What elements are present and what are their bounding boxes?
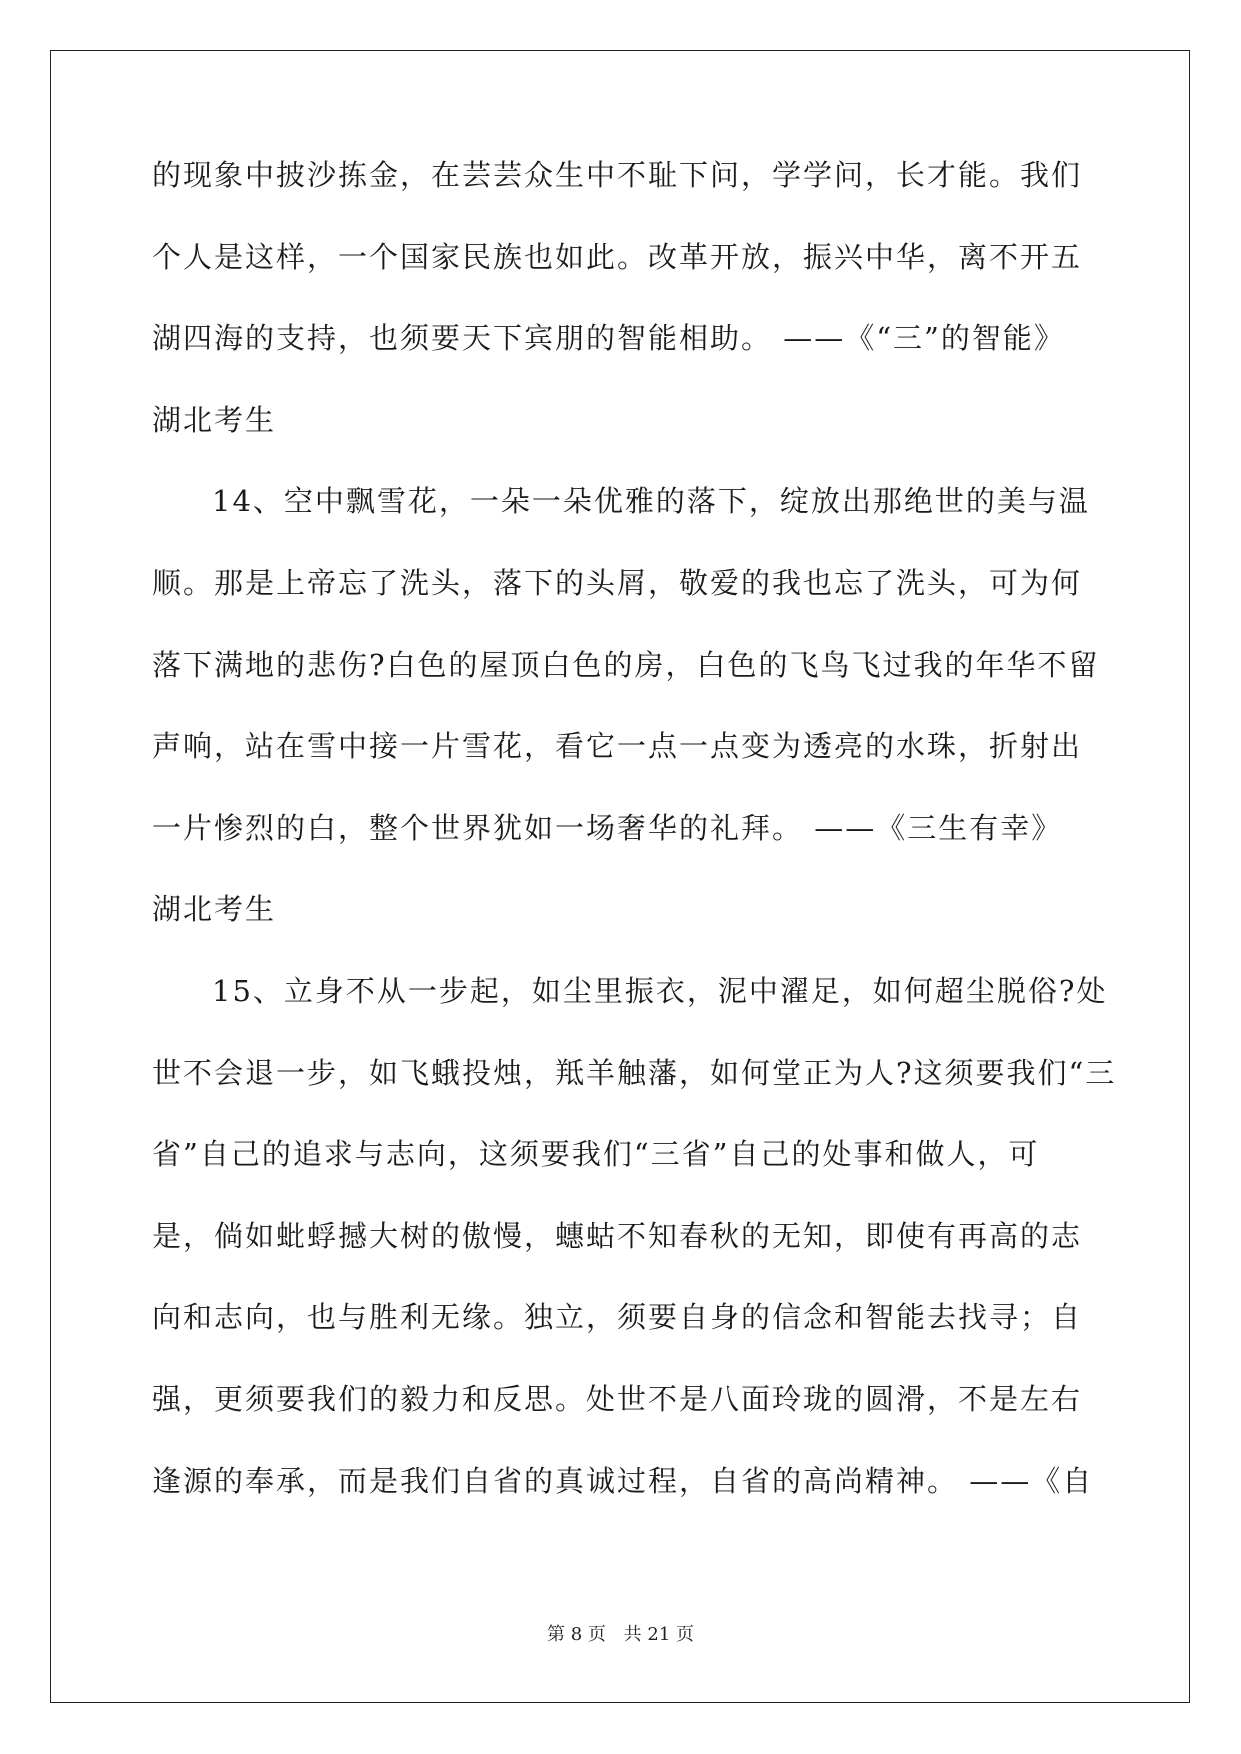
page-footer: [0, 1620, 1241, 1646]
page-number: 第 8 页: [547, 1624, 606, 1645]
text-line-1: 的现象中披沙拣金，在芸芸众生中不耻下问，学学问，长才能。我们: [152, 158, 1083, 192]
text-line-2: 个人是这样，一个国家民族也如此。改革开放，振兴中华，离不开五: [152, 239, 1083, 274]
text-line-6: 顺。那是上帝忘了洗头，落下的头屑，敬爱的我也忘了洗头，可为何: [152, 565, 1083, 600]
text-line-16: 强，更须要我们的毅力和反思。处世不是八面玲珑的圆滑，不是左右: [152, 1381, 1083, 1416]
text-line-10: 湖北考生: [152, 892, 277, 927]
text-line-17: 逢源的奉承，而是我们自省的真诚过程，自省的高尚精神。 ——《自: [152, 1463, 1094, 1498]
text-line-4: 湖北考生: [152, 402, 277, 437]
text-line-14: 是，倘如蚍蜉撼大树的傲慢，蟪蛄不知春秋的无知，即使有再高的志: [152, 1218, 1083, 1253]
text-line-7: 落下满地的悲伤?白色的屋顶白色的房，白色的飞鸟飞过我的年华不留: [152, 647, 1100, 682]
text-line-3: 湖四海的支持，也须要天下宾朋的智能相助。 ——《“三”的智能》: [152, 321, 1065, 356]
text-line-12: 世不会退一步，如飞蛾投烛，羝羊触藩，如何堂正为人?这须要我们“三: [152, 1055, 1117, 1090]
document-body: [152, 158, 1117, 1547]
page-total: 共 21 页: [623, 1624, 694, 1645]
text-line-9: 一片惨烈的白，整个世界犹如一场奢华的礼拜。 ——《三生有幸》: [152, 810, 1063, 845]
text-line-11: 15、立身不从一步起，如尘里振衣，泥中濯足，如何超尘脱俗?处: [212, 973, 1108, 1008]
text-line-8: 声响，站在雪中接一片雪花，看它一点一点变为透亮的水珠，折射出: [152, 729, 1083, 764]
text-line-15: 向和志向，也与胜利无缘。独立，须要自身的信念和智能去找寻；自: [152, 1300, 1083, 1335]
text-line-13: 省”自己的追求与志向，这须要我们“三省”自己的处事和做人，可: [152, 1137, 1040, 1172]
text-line-5: 14、空中飘雪花，一朵一朵优雅的落下，绽放出那绝世的美与温: [212, 484, 1090, 519]
